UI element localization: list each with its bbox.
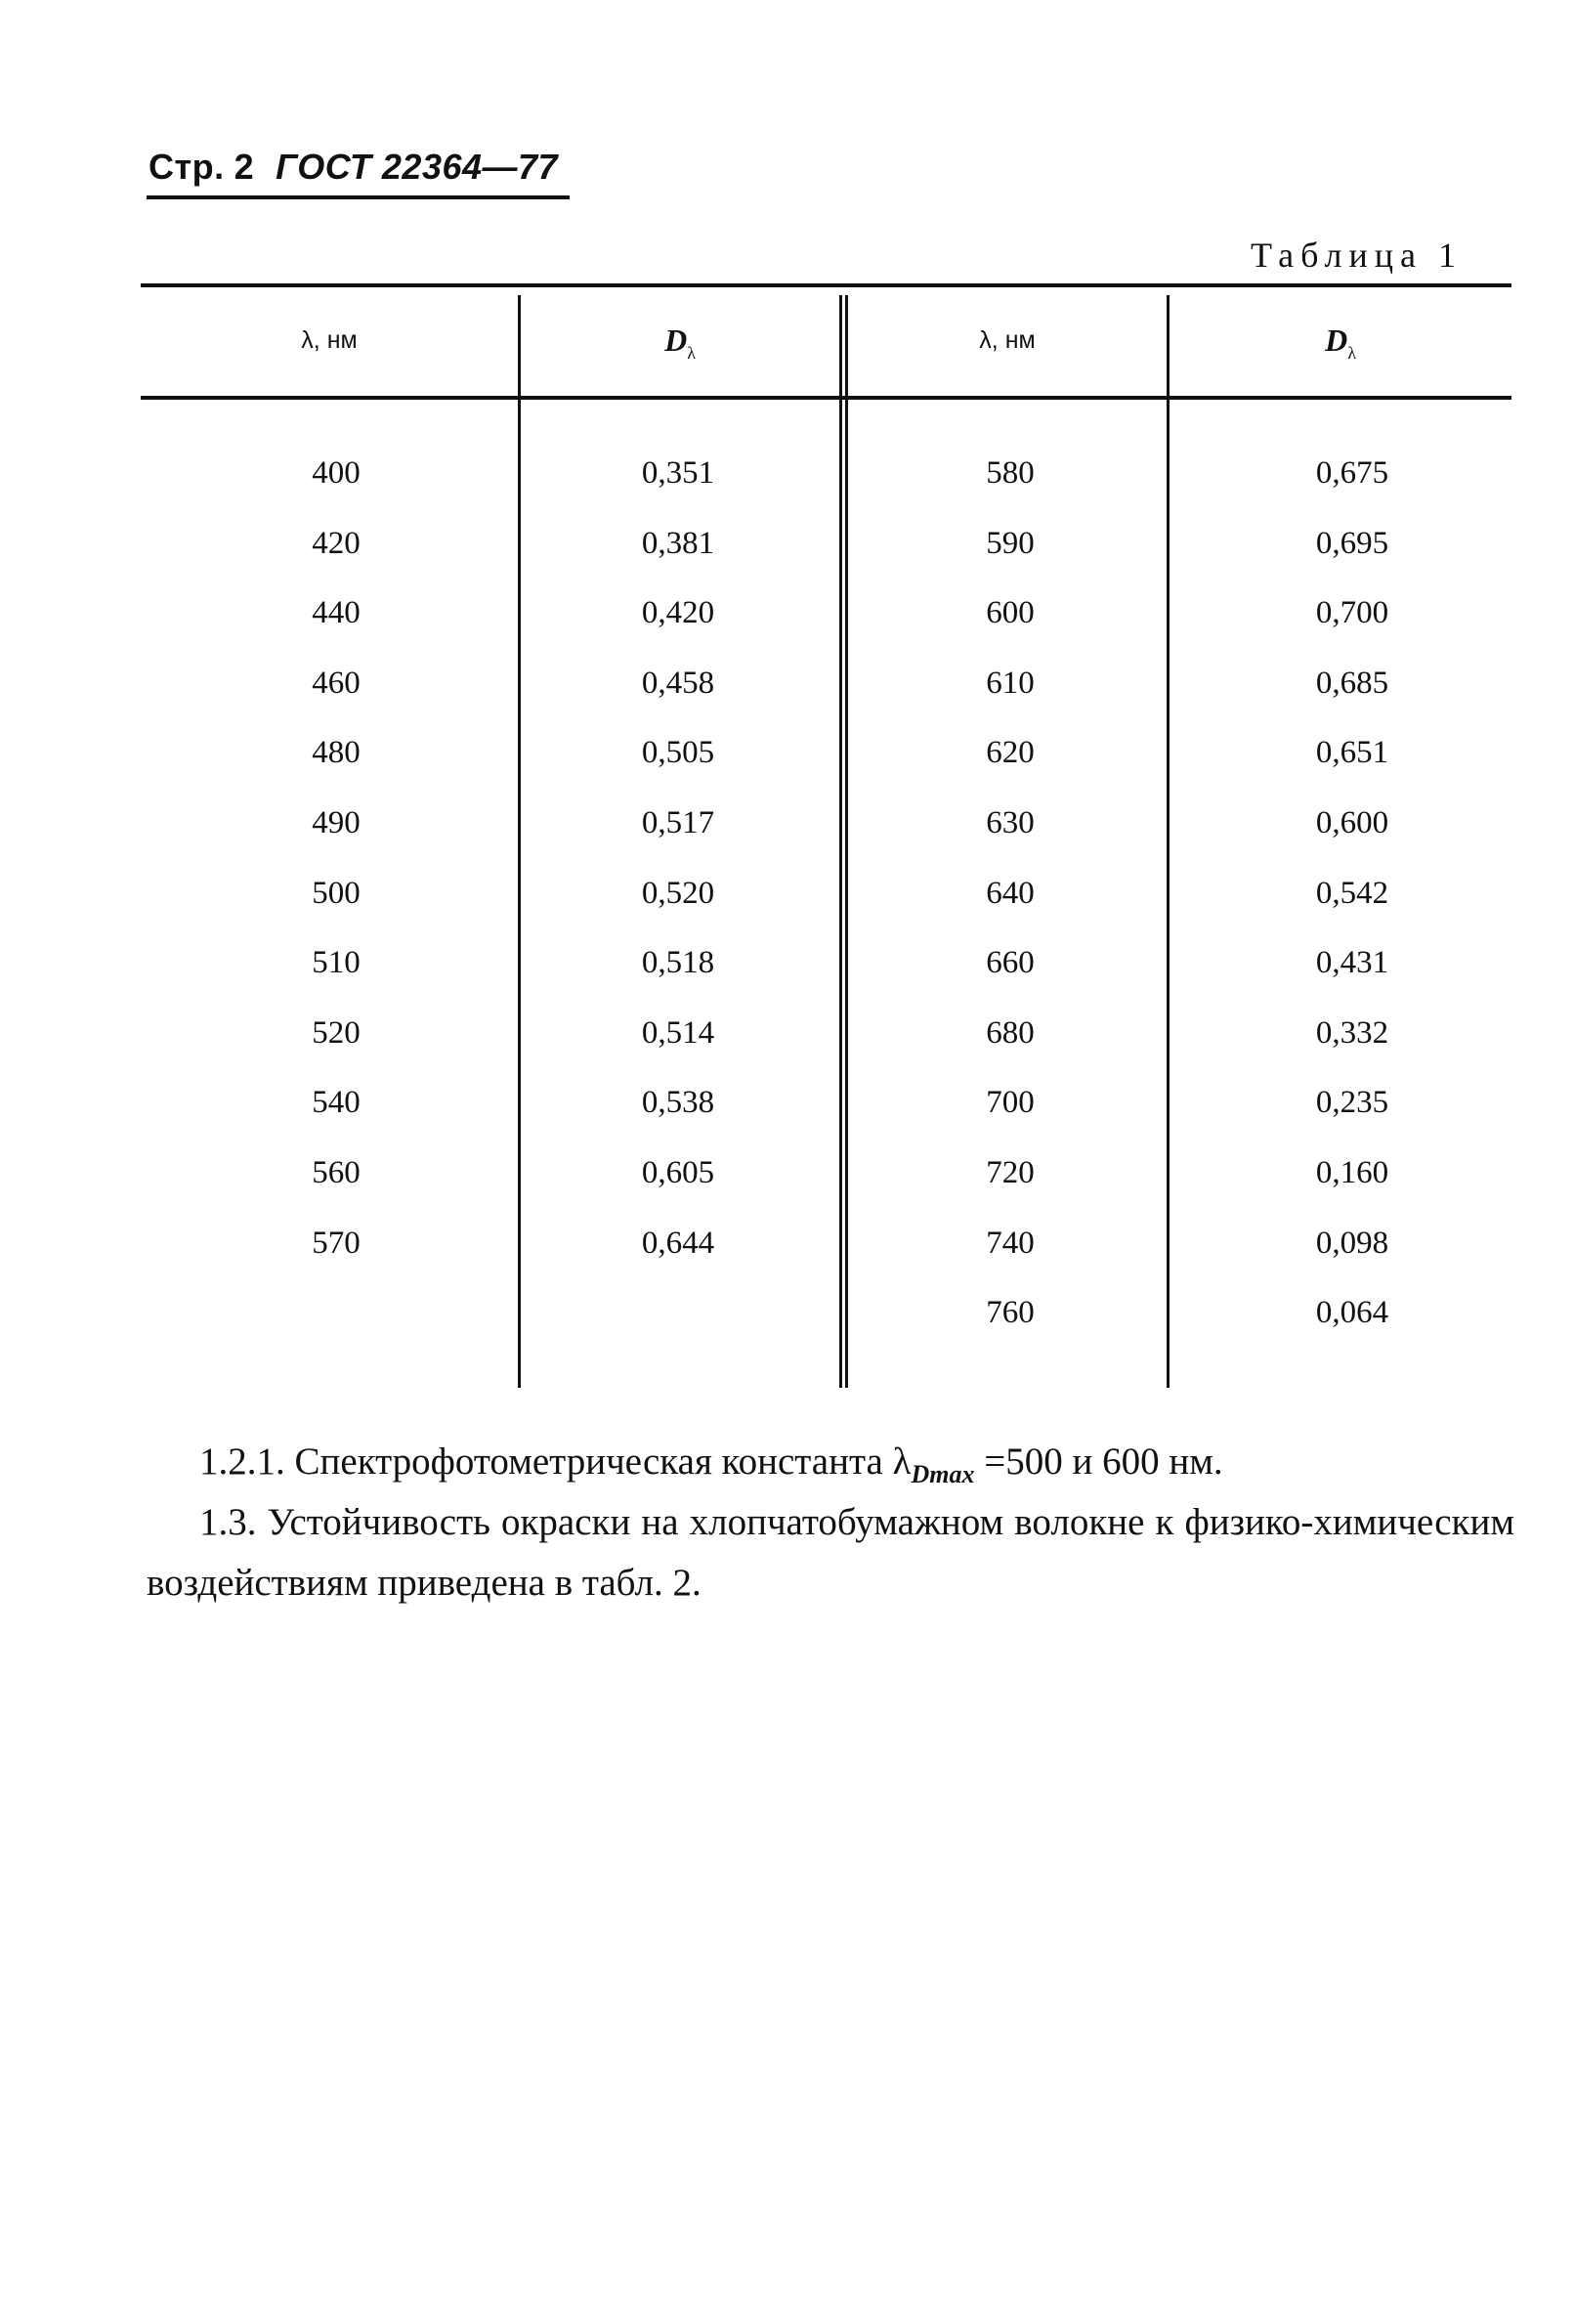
- right-d-column: [1294, 450, 1411, 1359]
- table-cell: 540: [312, 1085, 361, 1121]
- table-cell: 560: [312, 1154, 361, 1190]
- table-cell: 0,505: [641, 735, 715, 771]
- table-cell: 610: [986, 665, 1035, 701]
- table-cell: 440: [312, 595, 361, 631]
- table-cell: 0,517: [641, 804, 715, 840]
- table-cell: 580: [986, 455, 1035, 491]
- table-cell: 630: [986, 804, 1035, 840]
- table-cell: 0,235: [1315, 1085, 1389, 1121]
- table-cell: 720: [986, 1154, 1035, 1190]
- table-cell: 420: [312, 525, 361, 561]
- table-cell: 480: [312, 735, 361, 771]
- table-cell: 0,431: [1315, 945, 1389, 981]
- double-column-divider: [839, 295, 848, 1388]
- paragraph-text: =500 и 600 нм.: [984, 1441, 1223, 1483]
- left-d-column: [619, 450, 737, 1289]
- column-divider: [518, 295, 521, 1388]
- header-d-left: $D_\lambda$: [664, 323, 696, 363]
- right-lambda-column: [961, 450, 1059, 1359]
- table-cell: 0,332: [1315, 1014, 1389, 1051]
- table-cell: 0,538: [641, 1085, 715, 1121]
- table-cell: 510: [312, 945, 361, 981]
- table-cell: 660: [986, 945, 1035, 981]
- table-cell: 0,420: [641, 595, 715, 631]
- column-divider: [1167, 295, 1170, 1388]
- table-cell: 0,644: [641, 1225, 715, 1261]
- table-cell: 680: [986, 1014, 1035, 1051]
- table-cell: 640: [986, 875, 1035, 911]
- table-cell: 0,381: [641, 525, 715, 561]
- lambda-dmax-symbol: $\lambda_{Dmax}$: [892, 1441, 975, 1488]
- table-cell: 0,520: [641, 875, 715, 911]
- table-cell: 590: [986, 525, 1035, 561]
- standard-code: ГОСТ 22364—77: [276, 147, 559, 187]
- table-cell: 600: [986, 595, 1035, 631]
- table-cell: 0,700: [1315, 595, 1389, 631]
- page-number: 2: [234, 147, 255, 187]
- table-cell: 0,064: [1315, 1295, 1389, 1331]
- table-header-rule: [141, 396, 1511, 400]
- left-lambda-column: [287, 450, 385, 1289]
- table-cell: 620: [986, 735, 1035, 771]
- table-cell: 570: [312, 1225, 361, 1261]
- table-cell: 0,160: [1315, 1154, 1389, 1190]
- table-cell: 460: [312, 665, 361, 701]
- table-cell: 0,651: [1315, 735, 1389, 771]
- table-cell: 0,695: [1315, 525, 1389, 561]
- table-cell: 0,600: [1315, 804, 1389, 840]
- table-cell: 490: [312, 804, 361, 840]
- table-cell: 0,351: [641, 455, 715, 491]
- table-cell: 0,518: [641, 945, 715, 981]
- table-cell: 0,675: [1315, 455, 1389, 491]
- table-top-rule: [141, 283, 1511, 287]
- table-cell: 400: [312, 455, 361, 491]
- table-cell: 700: [986, 1085, 1035, 1121]
- header-underline: [147, 195, 570, 199]
- table-cell: 0,098: [1315, 1225, 1389, 1261]
- table-cell: 500: [312, 875, 361, 911]
- table-cell: 0,514: [641, 1014, 715, 1051]
- header-d-right: $D_\lambda$: [1325, 323, 1356, 363]
- table-cell: 760: [986, 1295, 1035, 1331]
- table-cell: 0,605: [641, 1154, 715, 1190]
- page-prefix: Стр.: [149, 147, 225, 187]
- table-cell: 520: [312, 1014, 361, 1051]
- header-lambda-left: λ, нм: [301, 326, 358, 354]
- table-label: Таблица 1: [1251, 236, 1463, 275]
- paragraph-text: 1.2.1. Спектрофотометрическая константа: [199, 1441, 883, 1483]
- paragraph-1-3: 1.3. Устойчивость окраски на хлопчатобумажном волокне к физико-химическим воздействиям приведена в табл. 2.: [147, 1501, 1514, 1604]
- page-header: [149, 147, 558, 188]
- table-cell: 0,542: [1315, 875, 1389, 911]
- table-cell: 0,458: [641, 665, 715, 701]
- header-lambda-right: λ, нм: [979, 326, 1036, 354]
- table-cell: 740: [986, 1225, 1035, 1261]
- table-cell: 0,685: [1315, 665, 1389, 701]
